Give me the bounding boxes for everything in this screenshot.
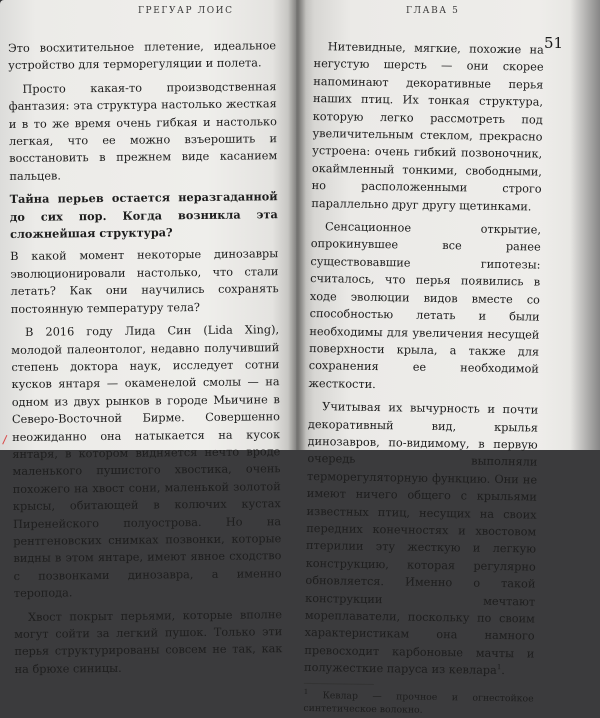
footnote-text: Кевлар — прочное и огнестойкое синтетическое волокно. [303, 689, 534, 716]
footnote-divider [304, 683, 374, 685]
paragraph-with-footnote: Учитывая их вычурность и почти декоративный вид, крылья динозавров, по-видимому, в первую очередь выполняли терморегуляторную функцию. Они не имеют ничего общего с крыльями известных птиц, несущих на своих передних конечностях и хвостовом птерилии эту жесткую и легкую конструкцию, которая регулярно обновляется. Именно о такой конструкции мечтают мореплаватели, поскольку по своим характеристикам она намного превосходит карбоновые мачты и полужесткие паруса из кевлара$^1$. [304, 400, 539, 678]
paragraph-text: Учитывая их вычурность и почти декоративный вид, крылья динозавров, по-видимому, в первую очередь выполняли терморегуляторную функцию. Они не имеют ничего общего с крыльями известных птиц, несущих на своих передних конечностях и хвостовом птерилии эту жесткую и легкую конструкцию, которая регулярно обновляется. Именно о такой конструкции мечтают мореплаватели, поскольку по своим характеристикам она намного превосходит карбоновые мачты и полужесткие паруса из кевлара [304, 400, 539, 678]
left-text-block [8, 37, 283, 684]
paragraph: Просто какая-то производственная фантазия: эта структура настолько жесткая и в то же время очень гибкая и настолько легкая, что ее можно взъерошить и восстановить в прежнем виде касанием пальцев. [8, 80, 278, 183]
paragraph: Сенсационное открытие, опрокинувшее все ранее существовавшие гипотезы: считалось, что перья появились в ходе эволюции видов вместе со способностью летать и были необходимы для увеличения несущей поверхности крыла, а также для сохранения ее необходимой жесткости. [308, 220, 542, 391]
running-head-author: ГРЕГУАР ЛОИС [138, 6, 234, 16]
paragraph: Хвост покрыт перьями, которые вполне могут сойти за легкий пушок. Только эти перья структурированы совсем не так, как на брюхе синицы. [14, 607, 283, 676]
red-pen-mark [2, 435, 13, 447]
footnote-reference: 1 [496, 663, 502, 672]
left-page [0, 0, 296, 676]
paragraph: Это восхитительное плетение, идеальное устройство для терморегуляции и полета. [8, 39, 277, 73]
paragraph: В 2016 году Лида Син (Lida Xing), молодой палеонтолог, недавно получивший степень доктора наук, исследует сотни кусков янтаря — окаменелой смолы — на одном из двух рынков в городе Мьичине в Северо-Восточной Бирме. Совершенно неожиданно она натыкается на кусок янтаря, в котором видняется нечто вроде маленького пушистого хвостика, очень похожего на хвост сони, маленькой золотой крысы, обитающей в колючих кустах Пиренейского полуострова. Но на рентгеновских снимках позвонки, которые видны в этом янтаре, имеют явное сходство с позвонками динозавра, а именно теропода. [11, 323, 282, 601]
paragraph: Нитевидные, мягкие, похожие на негустую шерсть — они скорее напоминают декоративные перья наших птиц. Их тонкая структура, которую легко рассмотреть под увеличительным стеклом, прекрасно устроена: очень гибкий позвоночник, окаймленный тонкими, свободными, но расположенными строго параллельно друг другу щетинками. [311, 40, 544, 214]
page-edge-shadow [570, 0, 600, 450]
page-number: 51 [544, 34, 564, 52]
bold-question: Тайна перьев остается неразгаданной до сих пор. Когда возникла эта сложнейшая структура? [9, 189, 278, 242]
right-page [296, 0, 600, 716]
right-text-block [303, 38, 544, 718]
running-head-chapter: ГЛАВА 5 [406, 6, 460, 16]
paragraph: В какой момент некоторые динозавры эволюционировали настолько, что стали летать? Как они научились сохранять постоянную температуру тела? [10, 247, 279, 316]
footnote-marker: 1 [303, 687, 309, 696]
footnote [303, 689, 533, 718]
